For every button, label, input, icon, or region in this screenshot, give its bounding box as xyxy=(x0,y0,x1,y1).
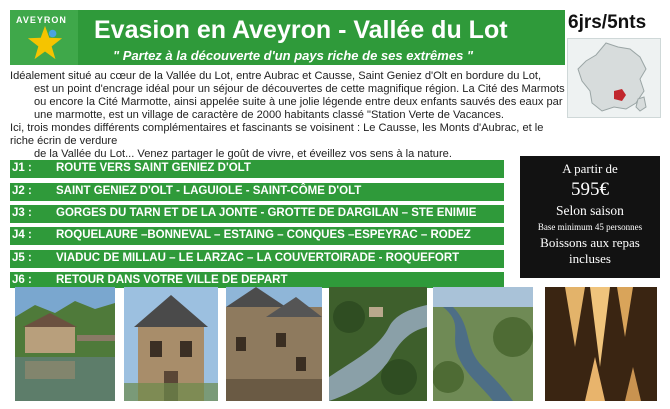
logo-text: AVEYRON xyxy=(16,15,67,25)
village-river-photo xyxy=(15,287,115,401)
intro-line: Idéalement situé au cœur de la Vallée du Lot, entre Aubrac et Causse, Saint Geniez d'Olt en bordure du Lot, xyxy=(10,70,542,82)
stone-village-photo xyxy=(226,287,322,401)
france-map-icon xyxy=(567,38,661,118)
itinerary-day-2 xyxy=(10,183,504,201)
gorge-road-photo xyxy=(329,287,427,401)
intro-line: Ici, trois mondes différents complémentaires et fascinants se voisinent : Le Causse, les Monts d'Aubrac, et le riche écrin de verdure xyxy=(10,122,544,147)
day-label: ROQUELAURE –BONNEVAL – ESTAING – CONQUES –ESPEYRAC – RODEZ xyxy=(56,229,471,241)
day-code: J4 : xyxy=(12,229,32,241)
day-code: J2 : xyxy=(12,185,32,197)
price-amount: 595€ xyxy=(571,179,609,200)
river-valley-photo xyxy=(433,287,533,401)
intro-line: ou encore la Cité Marmotte, ainsi appelée suite à une jolie légende entre deux enfants sauvés des eaux par xyxy=(34,96,563,108)
day-code: J3 : xyxy=(12,207,32,219)
duration-label: 6jrs/5nts xyxy=(568,12,647,33)
day-label: RETOUR DANS VOTRE VILLE DE DEPART xyxy=(56,274,288,286)
day-label: ROUTE VERS SAINT GENIEZ D'OLT xyxy=(56,162,251,174)
itinerary-day-6 xyxy=(10,272,504,288)
intro-line: une marmotte, est un village de caractère de 2000 habitants classé "Station Verte de Vacances. xyxy=(34,109,504,121)
page-subtitle: " Partez à la découverte d'un pays riche de ses extrêmes " xyxy=(113,48,474,63)
price-minimum: Base minimum 45 personnes xyxy=(537,222,643,232)
itinerary-day-1 xyxy=(10,160,504,178)
intro-text xyxy=(10,70,565,161)
page-title: Evasion en Aveyron - Vallée du Lot xyxy=(94,16,508,44)
cave-photo xyxy=(545,287,657,401)
price-drinks: Boissons aux repas incluses xyxy=(540,235,640,266)
day-code: J5 : xyxy=(12,252,32,264)
day-label: SAINT GENIEZ D'OLT - LAGUIOLE - SAINT-CÔME D'OLT xyxy=(56,185,362,197)
aveyron-logo xyxy=(10,10,78,65)
day-label: VIADUC DE MILLAU – LE LARZAC – LA COUVERTOIRADE - ROQUEFORT xyxy=(56,252,460,264)
day-label: GORGES DU TARN ET DE LA JONTE - GROTTE DE DARGILAN – STE ENIMIE xyxy=(56,207,477,219)
day-code: J1 : xyxy=(12,162,32,174)
stone-house-photo xyxy=(124,287,218,401)
price-box xyxy=(520,156,660,278)
star-icon xyxy=(26,24,64,62)
itinerary-day-4 xyxy=(10,227,504,245)
itinerary-day-3 xyxy=(10,205,504,223)
day-code: J6 : xyxy=(12,274,32,286)
title-banner xyxy=(10,10,565,65)
price-from: A partir de xyxy=(562,161,618,176)
intro-line: de la Vallée du Lot... Venez partager le goût de vivre, et éveillez vos sens à la nature. xyxy=(34,148,452,160)
intro-line: est un point d'encrage idéal pour un séjour de découvertes de cette magnifique région. La Cité des Marmots xyxy=(34,83,565,95)
price-season: Selon saison xyxy=(556,203,624,218)
itinerary-day-5 xyxy=(10,250,504,268)
